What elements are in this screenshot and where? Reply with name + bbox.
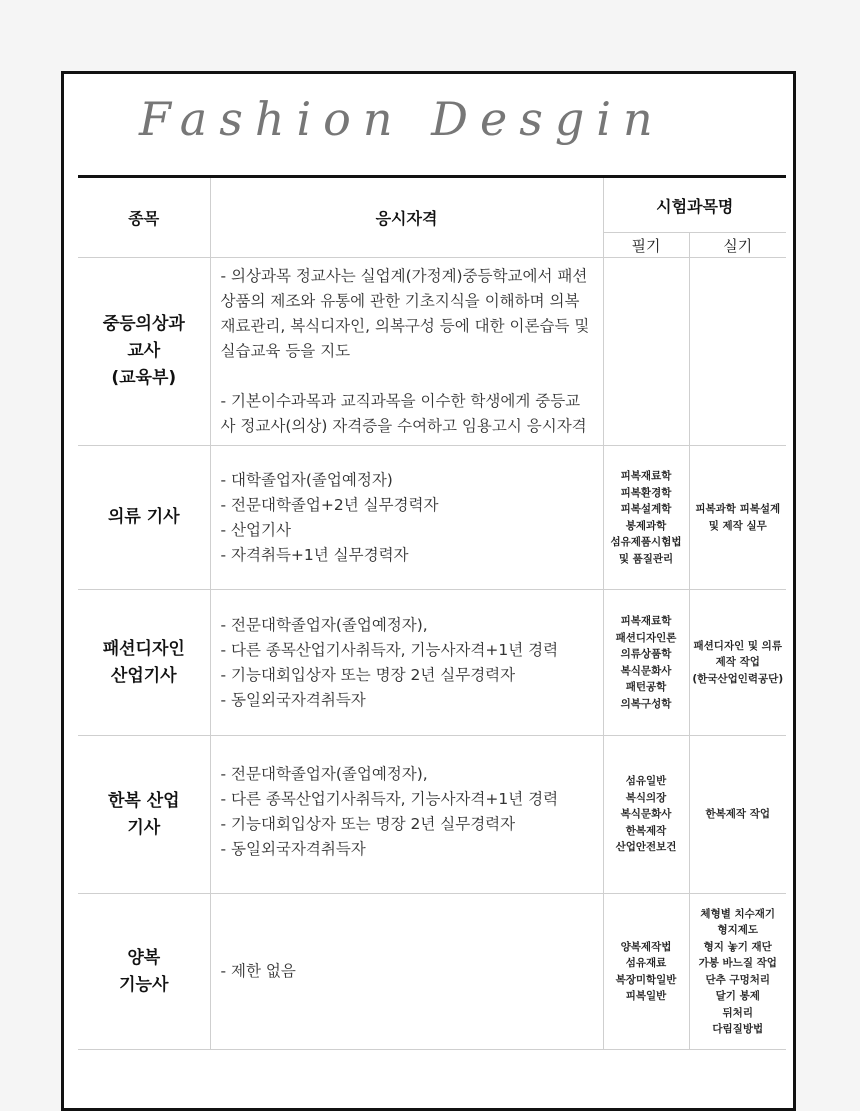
table-row (78, 446, 786, 590)
row-practical-subjects: 체형별 치수재기 형지제도 형지 놓기 재단 가봉 바느질 작업 단추 구멍처리 달기 봉제 뒤처리 다림질방법 (689, 894, 786, 1050)
table-header-row (78, 178, 786, 233)
row-qualification: - 의상과목 정교사는 실업계(가정계)중등학교에서 패션상품의 제조와 유통에 관한 기초지식을 이해하며 의복재료관리, 복식디자인, 의복구성 등에 대한 이론습득 및 실습교육 등을 지도 - 기본이수과목과 교직과목을 이수한 학생에게 중등교사 정교사(의상) 자격증을 수여하고 임용고시 응시자격 (210, 258, 603, 446)
row-qualification: - 전문대학졸업자(졸업예정자), - 다른 종목산업기사취득자, 기능사자격+1년 경력 - 기능대회입상자 또는 명장 2년 실무경력자 - 동일외국자격취득자 (210, 590, 603, 736)
row-written-subjects: 섬유일반 복식의장 복식문화사 한복제작 산업안전보건 (603, 736, 689, 894)
header-qualification: 응시자격 (210, 178, 603, 258)
header-practical: 실기 (689, 233, 786, 258)
row-practical-subjects (689, 258, 786, 446)
brand-title: Fashion Desgin (139, 92, 665, 146)
row-written-subjects: 피복재료학 피복환경학 피복설계학 봉제과학 섬유제품시험법 및 품질관리 (603, 446, 689, 590)
row-written-subjects: 피복재료학 패션디자인론 의류상품학 복식문화사 패턴공학 의복구성학 (603, 590, 689, 736)
row-practical-subjects: 패션디자인 및 의류 제작 작업 (한국산업인력공단) (689, 590, 786, 736)
header-subjects: 시험과목명 (603, 178, 786, 233)
row-type: 양복 기능사 (78, 894, 210, 1050)
row-qualification: - 대학졸업자(졸업예정자) - 전문대학졸업+2년 실무경력자 - 산업기사 - 자격취득+1년 실무경력자 (210, 446, 603, 590)
row-qualification: - 전문대학졸업자(졸업예정자), - 다른 종목산업기사취득자, 기능사자격+1년 경력 - 기능대회입상자 또는 명장 2년 실무경력자 - 동일외국자격취득자 (210, 736, 603, 894)
header-written: 필기 (603, 233, 689, 258)
table-row (78, 894, 786, 1050)
row-qualification: - 제한 없음 (210, 894, 603, 1050)
row-written-subjects (603, 258, 689, 446)
row-type: 패션디자인 산업기사 (78, 590, 210, 736)
row-type: 한복 산업 기사 (78, 736, 210, 894)
document-page (61, 71, 796, 1111)
row-type: 중등의상과 교사 (교육부) (78, 258, 210, 446)
row-type: 의류 기사 (78, 446, 210, 590)
row-practical-subjects: 한복제작 작업 (689, 736, 786, 894)
qualification-table (78, 178, 786, 1050)
table-row (78, 590, 786, 736)
table-row (78, 258, 786, 446)
table-row (78, 736, 786, 894)
row-practical-subjects: 피복과학 피복설계 및 제작 실무 (689, 446, 786, 590)
header-type: 종목 (78, 178, 210, 258)
row-written-subjects: 양복제작법 섬유재료 복장미학일반 피복일반 (603, 894, 689, 1050)
